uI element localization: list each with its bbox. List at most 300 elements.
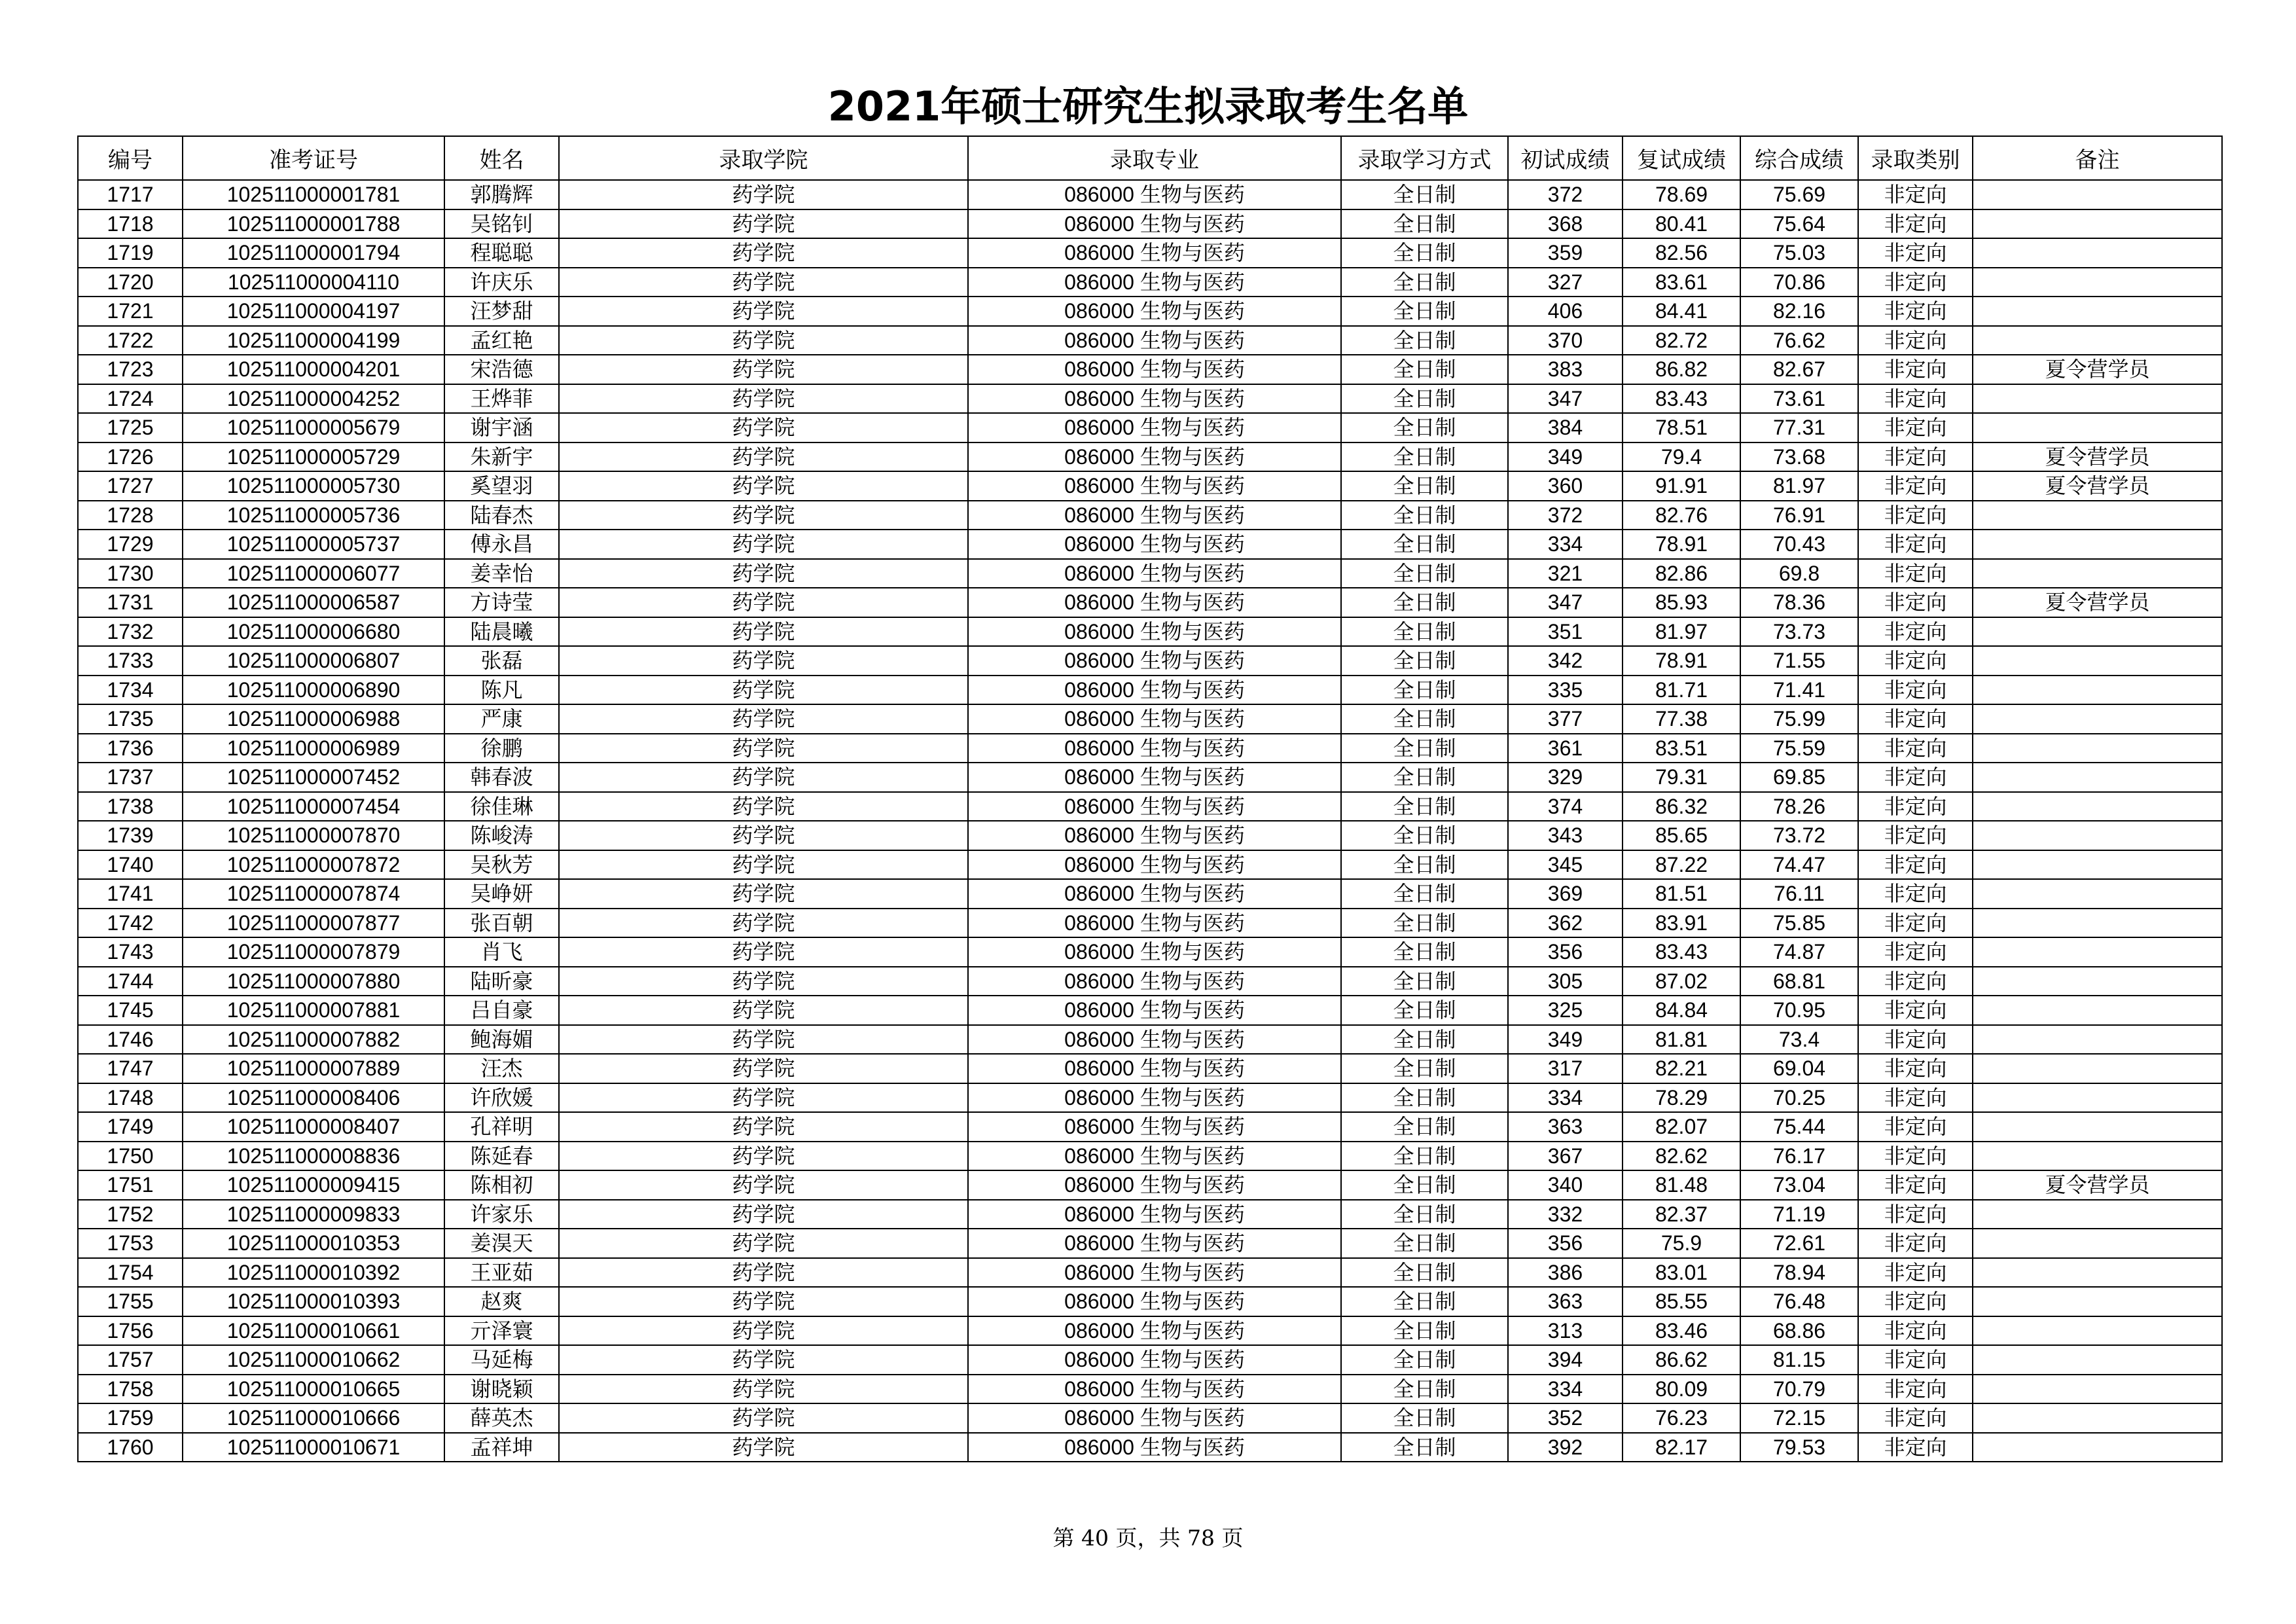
cell-initial-score: 369 — [1508, 879, 1623, 909]
cell-name: 汪梦甜 — [444, 297, 559, 326]
cell-college: 药学院 — [559, 1403, 968, 1433]
cell-college: 药学院 — [559, 909, 968, 938]
table-row — [78, 588, 2222, 617]
cell-remarks — [1973, 1345, 2222, 1375]
table-row — [78, 297, 2222, 326]
cell-college: 药学院 — [559, 967, 968, 996]
cell-major: 086000 生物与医药 — [968, 1025, 1341, 1055]
header-total-score: 综合成绩 — [1740, 136, 1858, 180]
cell-remarks: 夏令营学员 — [1973, 442, 2222, 472]
cell-major: 086000 生物与医药 — [968, 268, 1341, 297]
cell-total-score: 76.48 — [1740, 1287, 1858, 1316]
cell-study-mode: 全日制 — [1341, 559, 1508, 588]
table-row — [78, 617, 2222, 647]
cell-study-mode: 全日制 — [1341, 850, 1508, 880]
cell-study-mode: 全日制 — [1341, 909, 1508, 938]
cell-admission-type: 非定向 — [1858, 1112, 1973, 1142]
cell-initial-score: 321 — [1508, 559, 1623, 588]
cell-exam-id: 102511000007874 — [183, 879, 444, 909]
cell-remarks — [1973, 209, 2222, 239]
cell-exam-id: 102511000004201 — [183, 355, 444, 384]
cell-remarks — [1973, 821, 2222, 850]
cell-study-mode: 全日制 — [1341, 1142, 1508, 1171]
cell-total-score: 70.43 — [1740, 530, 1858, 559]
table-row — [78, 326, 2222, 355]
table-row — [78, 268, 2222, 297]
cell-number: 1721 — [78, 297, 183, 326]
cell-college: 药学院 — [559, 326, 968, 355]
cell-exam-id: 102511000004197 — [183, 297, 444, 326]
table-row — [78, 676, 2222, 705]
cell-initial-score: 406 — [1508, 297, 1623, 326]
cell-total-score: 69.85 — [1740, 763, 1858, 792]
cell-number: 1738 — [78, 792, 183, 821]
cell-number: 1733 — [78, 646, 183, 676]
cell-remarks — [1973, 996, 2222, 1025]
cell-retest-score: 83.61 — [1623, 268, 1740, 297]
cell-college: 药学院 — [559, 413, 968, 442]
cell-initial-score: 342 — [1508, 646, 1623, 676]
cell-total-score: 75.44 — [1740, 1112, 1858, 1142]
cell-retest-score: 83.01 — [1623, 1258, 1740, 1288]
cell-initial-score: 361 — [1508, 734, 1623, 763]
cell-initial-score: 363 — [1508, 1112, 1623, 1142]
cell-admission-type: 非定向 — [1858, 238, 1973, 268]
cell-study-mode: 全日制 — [1341, 471, 1508, 501]
cell-study-mode: 全日制 — [1341, 384, 1508, 414]
cell-study-mode: 全日制 — [1341, 1287, 1508, 1316]
cell-admission-type: 非定向 — [1858, 879, 1973, 909]
cell-major: 086000 生物与医药 — [968, 530, 1341, 559]
cell-major: 086000 生物与医药 — [968, 442, 1341, 472]
cell-exam-id: 102511000001794 — [183, 238, 444, 268]
page-title: 2021年硕士研究生拟录取考生名单 — [827, 82, 1469, 130]
cell-remarks — [1973, 1054, 2222, 1083]
cell-exam-id: 102511000004252 — [183, 384, 444, 414]
cell-exam-id: 102511000008407 — [183, 1112, 444, 1142]
cell-major: 086000 生物与医药 — [968, 763, 1341, 792]
cell-name: 许欣媛 — [444, 1083, 559, 1113]
cell-name: 肖飞 — [444, 937, 559, 967]
cell-initial-score: 349 — [1508, 1025, 1623, 1055]
cell-study-mode: 全日制 — [1341, 1403, 1508, 1433]
cell-college: 药学院 — [559, 1170, 968, 1200]
cell-name: 张磊 — [444, 646, 559, 676]
cell-admission-type: 非定向 — [1858, 704, 1973, 734]
header-study-mode: 录取学习方式 — [1341, 136, 1508, 180]
cell-name: 傅永昌 — [444, 530, 559, 559]
cell-college: 药学院 — [559, 1316, 968, 1346]
header-number: 编号 — [78, 136, 183, 180]
cell-admission-type: 非定向 — [1858, 1316, 1973, 1346]
cell-number: 1737 — [78, 763, 183, 792]
cell-major: 086000 生物与医药 — [968, 879, 1341, 909]
cell-admission-type: 非定向 — [1858, 1170, 1973, 1200]
table-body — [78, 180, 2222, 1462]
cell-number: 1739 — [78, 821, 183, 850]
cell-major: 086000 生物与医药 — [968, 996, 1341, 1025]
cell-number: 1722 — [78, 326, 183, 355]
cell-total-score: 81.97 — [1740, 471, 1858, 501]
cell-admission-type: 非定向 — [1858, 180, 1973, 209]
cell-exam-id: 102511000007870 — [183, 821, 444, 850]
cell-initial-score: 352 — [1508, 1403, 1623, 1433]
cell-remarks — [1973, 763, 2222, 792]
cell-retest-score: 86.62 — [1623, 1345, 1740, 1375]
cell-college: 药学院 — [559, 676, 968, 705]
cell-name: 陆春杰 — [444, 501, 559, 530]
cell-study-mode: 全日制 — [1341, 442, 1508, 472]
cell-number: 1717 — [78, 180, 183, 209]
cell-initial-score: 372 — [1508, 180, 1623, 209]
cell-initial-score: 359 — [1508, 238, 1623, 268]
cell-number: 1718 — [78, 209, 183, 239]
cell-exam-id: 102511000010661 — [183, 1316, 444, 1346]
cell-retest-score: 86.82 — [1623, 355, 1740, 384]
cell-study-mode: 全日制 — [1341, 879, 1508, 909]
cell-college: 药学院 — [559, 268, 968, 297]
cell-study-mode: 全日制 — [1341, 734, 1508, 763]
cell-retest-score: 85.93 — [1623, 588, 1740, 617]
cell-name: 陆晨曦 — [444, 617, 559, 647]
table-row — [78, 763, 2222, 792]
cell-major: 086000 生物与医药 — [968, 617, 1341, 647]
table-row — [78, 704, 2222, 734]
cell-admission-type: 非定向 — [1858, 1200, 1973, 1229]
cell-remarks — [1973, 1287, 2222, 1316]
cell-name: 薛英杰 — [444, 1403, 559, 1433]
cell-retest-score: 81.51 — [1623, 879, 1740, 909]
cell-study-mode: 全日制 — [1341, 209, 1508, 239]
cell-college: 药学院 — [559, 384, 968, 414]
cell-exam-id: 102511000008406 — [183, 1083, 444, 1113]
cell-initial-score: 367 — [1508, 1142, 1623, 1171]
table-row — [78, 1433, 2222, 1462]
cell-total-score: 75.64 — [1740, 209, 1858, 239]
cell-major: 086000 生物与医药 — [968, 792, 1341, 821]
cell-major: 086000 生物与医药 — [968, 1200, 1341, 1229]
table-row — [78, 1083, 2222, 1113]
cell-name: 王烨菲 — [444, 384, 559, 414]
cell-name: 谢晓颖 — [444, 1375, 559, 1404]
cell-total-score: 69.04 — [1740, 1054, 1858, 1083]
cell-number: 1755 — [78, 1287, 183, 1316]
cell-remarks — [1973, 1229, 2222, 1258]
cell-exam-id: 102511000007872 — [183, 850, 444, 880]
cell-name: 王亚茹 — [444, 1258, 559, 1288]
cell-exam-id: 102511000010671 — [183, 1433, 444, 1462]
cell-college: 药学院 — [559, 646, 968, 676]
cell-admission-type: 非定向 — [1858, 588, 1973, 617]
cell-exam-id: 102511000006077 — [183, 559, 444, 588]
cell-admission-type: 非定向 — [1858, 646, 1973, 676]
cell-initial-score: 384 — [1508, 413, 1623, 442]
cell-study-mode: 全日制 — [1341, 530, 1508, 559]
cell-college: 药学院 — [559, 238, 968, 268]
cell-exam-id: 102511000010392 — [183, 1258, 444, 1288]
cell-major: 086000 生物与医药 — [968, 209, 1341, 239]
cell-initial-score: 360 — [1508, 471, 1623, 501]
cell-exam-id: 102511000007881 — [183, 996, 444, 1025]
table-header-row — [78, 136, 2222, 180]
cell-exam-id: 102511000006807 — [183, 646, 444, 676]
cell-number: 1729 — [78, 530, 183, 559]
cell-total-score: 72.15 — [1740, 1403, 1858, 1433]
cell-name: 孔祥明 — [444, 1112, 559, 1142]
cell-exam-id: 102511000006587 — [183, 588, 444, 617]
table-row — [78, 238, 2222, 268]
cell-study-mode: 全日制 — [1341, 1200, 1508, 1229]
table-row — [78, 209, 2222, 239]
cell-total-score: 78.94 — [1740, 1258, 1858, 1288]
cell-initial-score: 370 — [1508, 326, 1623, 355]
cell-initial-score: 347 — [1508, 588, 1623, 617]
cell-major: 086000 生物与医药 — [968, 1316, 1341, 1346]
cell-retest-score: 81.71 — [1623, 676, 1740, 705]
cell-admission-type: 非定向 — [1858, 501, 1973, 530]
cell-number: 1751 — [78, 1170, 183, 1200]
cell-study-mode: 全日制 — [1341, 1345, 1508, 1375]
cell-retest-score: 82.56 — [1623, 238, 1740, 268]
cell-initial-score: 329 — [1508, 763, 1623, 792]
cell-total-score: 73.61 — [1740, 384, 1858, 414]
cell-study-mode: 全日制 — [1341, 268, 1508, 297]
cell-initial-score: 347 — [1508, 384, 1623, 414]
cell-college: 药学院 — [559, 937, 968, 967]
cell-admission-type: 非定向 — [1858, 1375, 1973, 1404]
cell-remarks — [1973, 734, 2222, 763]
cell-number: 1734 — [78, 676, 183, 705]
cell-college: 药学院 — [559, 501, 968, 530]
cell-total-score: 75.59 — [1740, 734, 1858, 763]
cell-remarks — [1973, 1403, 2222, 1433]
cell-major: 086000 生物与医药 — [968, 909, 1341, 938]
cell-study-mode: 全日制 — [1341, 1375, 1508, 1404]
cell-study-mode: 全日制 — [1341, 1112, 1508, 1142]
cell-initial-score: 345 — [1508, 850, 1623, 880]
cell-name: 程聪聪 — [444, 238, 559, 268]
cell-college: 药学院 — [559, 1345, 968, 1375]
cell-name: 赵爽 — [444, 1287, 559, 1316]
cell-major: 086000 生物与医药 — [968, 471, 1341, 501]
cell-remarks — [1973, 1025, 2222, 1055]
table-row — [78, 1170, 2222, 1200]
table-row — [78, 1316, 2222, 1346]
cell-admission-type: 非定向 — [1858, 763, 1973, 792]
cell-name: 陈相初 — [444, 1170, 559, 1200]
table-row — [78, 1112, 2222, 1142]
cell-college: 药学院 — [559, 1083, 968, 1113]
cell-study-mode: 全日制 — [1341, 617, 1508, 647]
cell-major: 086000 生物与医药 — [968, 1258, 1341, 1288]
cell-college: 药学院 — [559, 763, 968, 792]
table-row — [78, 1200, 2222, 1229]
table-row — [78, 1287, 2222, 1316]
cell-major: 086000 生物与医药 — [968, 1083, 1341, 1113]
table-row — [78, 413, 2222, 442]
cell-major: 086000 生物与医药 — [968, 821, 1341, 850]
cell-name: 谢宇涵 — [444, 413, 559, 442]
cell-name: 陆昕豪 — [444, 967, 559, 996]
cell-exam-id: 102511000007877 — [183, 909, 444, 938]
cell-admission-type: 非定向 — [1858, 967, 1973, 996]
table-row — [78, 792, 2222, 821]
cell-remarks — [1973, 1258, 2222, 1288]
cell-name: 许家乐 — [444, 1200, 559, 1229]
cell-number: 1750 — [78, 1142, 183, 1171]
cell-major: 086000 生物与医药 — [968, 1054, 1341, 1083]
cell-major: 086000 生物与医药 — [968, 646, 1341, 676]
cell-admission-type: 非定向 — [1858, 996, 1973, 1025]
cell-major: 086000 生物与医药 — [968, 1433, 1341, 1462]
cell-major: 086000 生物与医药 — [968, 180, 1341, 209]
cell-number: 1747 — [78, 1054, 183, 1083]
table-row — [78, 1025, 2222, 1055]
cell-number: 1756 — [78, 1316, 183, 1346]
cell-retest-score: 77.38 — [1623, 704, 1740, 734]
cell-retest-score: 83.43 — [1623, 384, 1740, 414]
table-row — [78, 734, 2222, 763]
cell-study-mode: 全日制 — [1341, 1433, 1508, 1462]
cell-study-mode: 全日制 — [1341, 1258, 1508, 1288]
cell-remarks — [1973, 646, 2222, 676]
cell-number: 1760 — [78, 1433, 183, 1462]
header-admission-type: 录取类别 — [1858, 136, 1973, 180]
cell-exam-id: 102511000007889 — [183, 1054, 444, 1083]
cell-major: 086000 生物与医药 — [968, 704, 1341, 734]
cell-number: 1754 — [78, 1258, 183, 1288]
cell-admission-type: 非定向 — [1858, 530, 1973, 559]
cell-exam-id: 102511000010666 — [183, 1403, 444, 1433]
cell-study-mode: 全日制 — [1341, 238, 1508, 268]
cell-major: 086000 生物与医药 — [968, 355, 1341, 384]
cell-number: 1725 — [78, 413, 183, 442]
cell-remarks — [1973, 238, 2222, 268]
cell-college: 药学院 — [559, 879, 968, 909]
cell-study-mode: 全日制 — [1341, 1170, 1508, 1200]
cell-initial-score: 394 — [1508, 1345, 1623, 1375]
cell-admission-type: 非定向 — [1858, 1142, 1973, 1171]
cell-college: 药学院 — [559, 442, 968, 472]
table-row — [78, 384, 2222, 414]
cell-number: 1724 — [78, 384, 183, 414]
table-row — [78, 559, 2222, 588]
cell-remarks — [1973, 617, 2222, 647]
cell-study-mode: 全日制 — [1341, 1025, 1508, 1055]
cell-exam-id: 102511000004110 — [183, 268, 444, 297]
cell-exam-id: 102511000005736 — [183, 501, 444, 530]
cell-major: 086000 生物与医药 — [968, 413, 1341, 442]
cell-college: 药学院 — [559, 1200, 968, 1229]
table-row — [78, 821, 2222, 850]
table-row — [78, 1229, 2222, 1258]
cell-study-mode: 全日制 — [1341, 297, 1508, 326]
cell-retest-score: 82.37 — [1623, 1200, 1740, 1229]
cell-college: 药学院 — [559, 1054, 968, 1083]
cell-remarks — [1973, 1142, 2222, 1171]
cell-exam-id: 102511000010662 — [183, 1345, 444, 1375]
cell-college: 药学院 — [559, 1025, 968, 1055]
cell-initial-score: 317 — [1508, 1054, 1623, 1083]
cell-total-score: 75.99 — [1740, 704, 1858, 734]
cell-college: 药学院 — [559, 704, 968, 734]
cell-retest-score: 78.91 — [1623, 530, 1740, 559]
cell-admission-type: 非定向 — [1858, 326, 1973, 355]
cell-study-mode: 全日制 — [1341, 676, 1508, 705]
table-row — [78, 180, 2222, 209]
cell-name: 吴峥妍 — [444, 879, 559, 909]
cell-retest-score: 87.22 — [1623, 850, 1740, 880]
cell-initial-score: 335 — [1508, 676, 1623, 705]
cell-total-score: 72.61 — [1740, 1229, 1858, 1258]
cell-major: 086000 生物与医药 — [968, 734, 1341, 763]
table-row — [78, 996, 2222, 1025]
cell-admission-type: 非定向 — [1858, 209, 1973, 239]
cell-college: 药学院 — [559, 180, 968, 209]
cell-total-score: 68.81 — [1740, 967, 1858, 996]
cell-major: 086000 生物与医药 — [968, 1229, 1341, 1258]
cell-name: 郭腾辉 — [444, 180, 559, 209]
cell-remarks — [1973, 704, 2222, 734]
cell-study-mode: 全日制 — [1341, 1054, 1508, 1083]
cell-college: 药学院 — [559, 996, 968, 1025]
cell-initial-score: 334 — [1508, 1083, 1623, 1113]
cell-remarks — [1973, 180, 2222, 209]
cell-admission-type: 非定向 — [1858, 1433, 1973, 1462]
cell-number: 1727 — [78, 471, 183, 501]
cell-number: 1731 — [78, 588, 183, 617]
cell-admission-type: 非定向 — [1858, 617, 1973, 647]
cell-total-score: 82.16 — [1740, 297, 1858, 326]
cell-total-score: 74.87 — [1740, 937, 1858, 967]
cell-initial-score: 386 — [1508, 1258, 1623, 1288]
cell-number: 1753 — [78, 1229, 183, 1258]
cell-exam-id: 102511000010353 — [183, 1229, 444, 1258]
cell-exam-id: 102511000010665 — [183, 1375, 444, 1404]
cell-remarks — [1973, 384, 2222, 414]
cell-retest-score: 78.51 — [1623, 413, 1740, 442]
cell-admission-type: 非定向 — [1858, 471, 1973, 501]
cell-retest-score: 78.29 — [1623, 1083, 1740, 1113]
cell-total-score: 76.17 — [1740, 1142, 1858, 1171]
cell-exam-id: 102511000007882 — [183, 1025, 444, 1055]
cell-total-score: 81.15 — [1740, 1345, 1858, 1375]
cell-initial-score: 362 — [1508, 909, 1623, 938]
header-initial-score: 初试成绩 — [1508, 136, 1623, 180]
cell-major: 086000 生物与医药 — [968, 1375, 1341, 1404]
cell-retest-score: 82.07 — [1623, 1112, 1740, 1142]
cell-initial-score: 334 — [1508, 530, 1623, 559]
cell-admission-type: 非定向 — [1858, 1345, 1973, 1375]
table-row — [78, 442, 2222, 472]
cell-name: 姜淏天 — [444, 1229, 559, 1258]
cell-college: 药学院 — [559, 1287, 968, 1316]
cell-total-score: 70.95 — [1740, 996, 1858, 1025]
cell-exam-id: 102511000006989 — [183, 734, 444, 763]
cell-admission-type: 非定向 — [1858, 909, 1973, 938]
cell-number: 1749 — [78, 1112, 183, 1142]
cell-admission-type: 非定向 — [1858, 413, 1973, 442]
cell-total-score: 75.69 — [1740, 180, 1858, 209]
cell-name: 马延梅 — [444, 1345, 559, 1375]
cell-remarks — [1973, 1375, 2222, 1404]
cell-college: 药学院 — [559, 821, 968, 850]
page-footer: 第 40 页，共 78 页 — [1052, 1525, 1244, 1551]
header-name: 姓名 — [444, 136, 559, 180]
cell-remarks — [1973, 413, 2222, 442]
cell-major: 086000 生物与医药 — [968, 1142, 1341, 1171]
cell-initial-score: 325 — [1508, 996, 1623, 1025]
